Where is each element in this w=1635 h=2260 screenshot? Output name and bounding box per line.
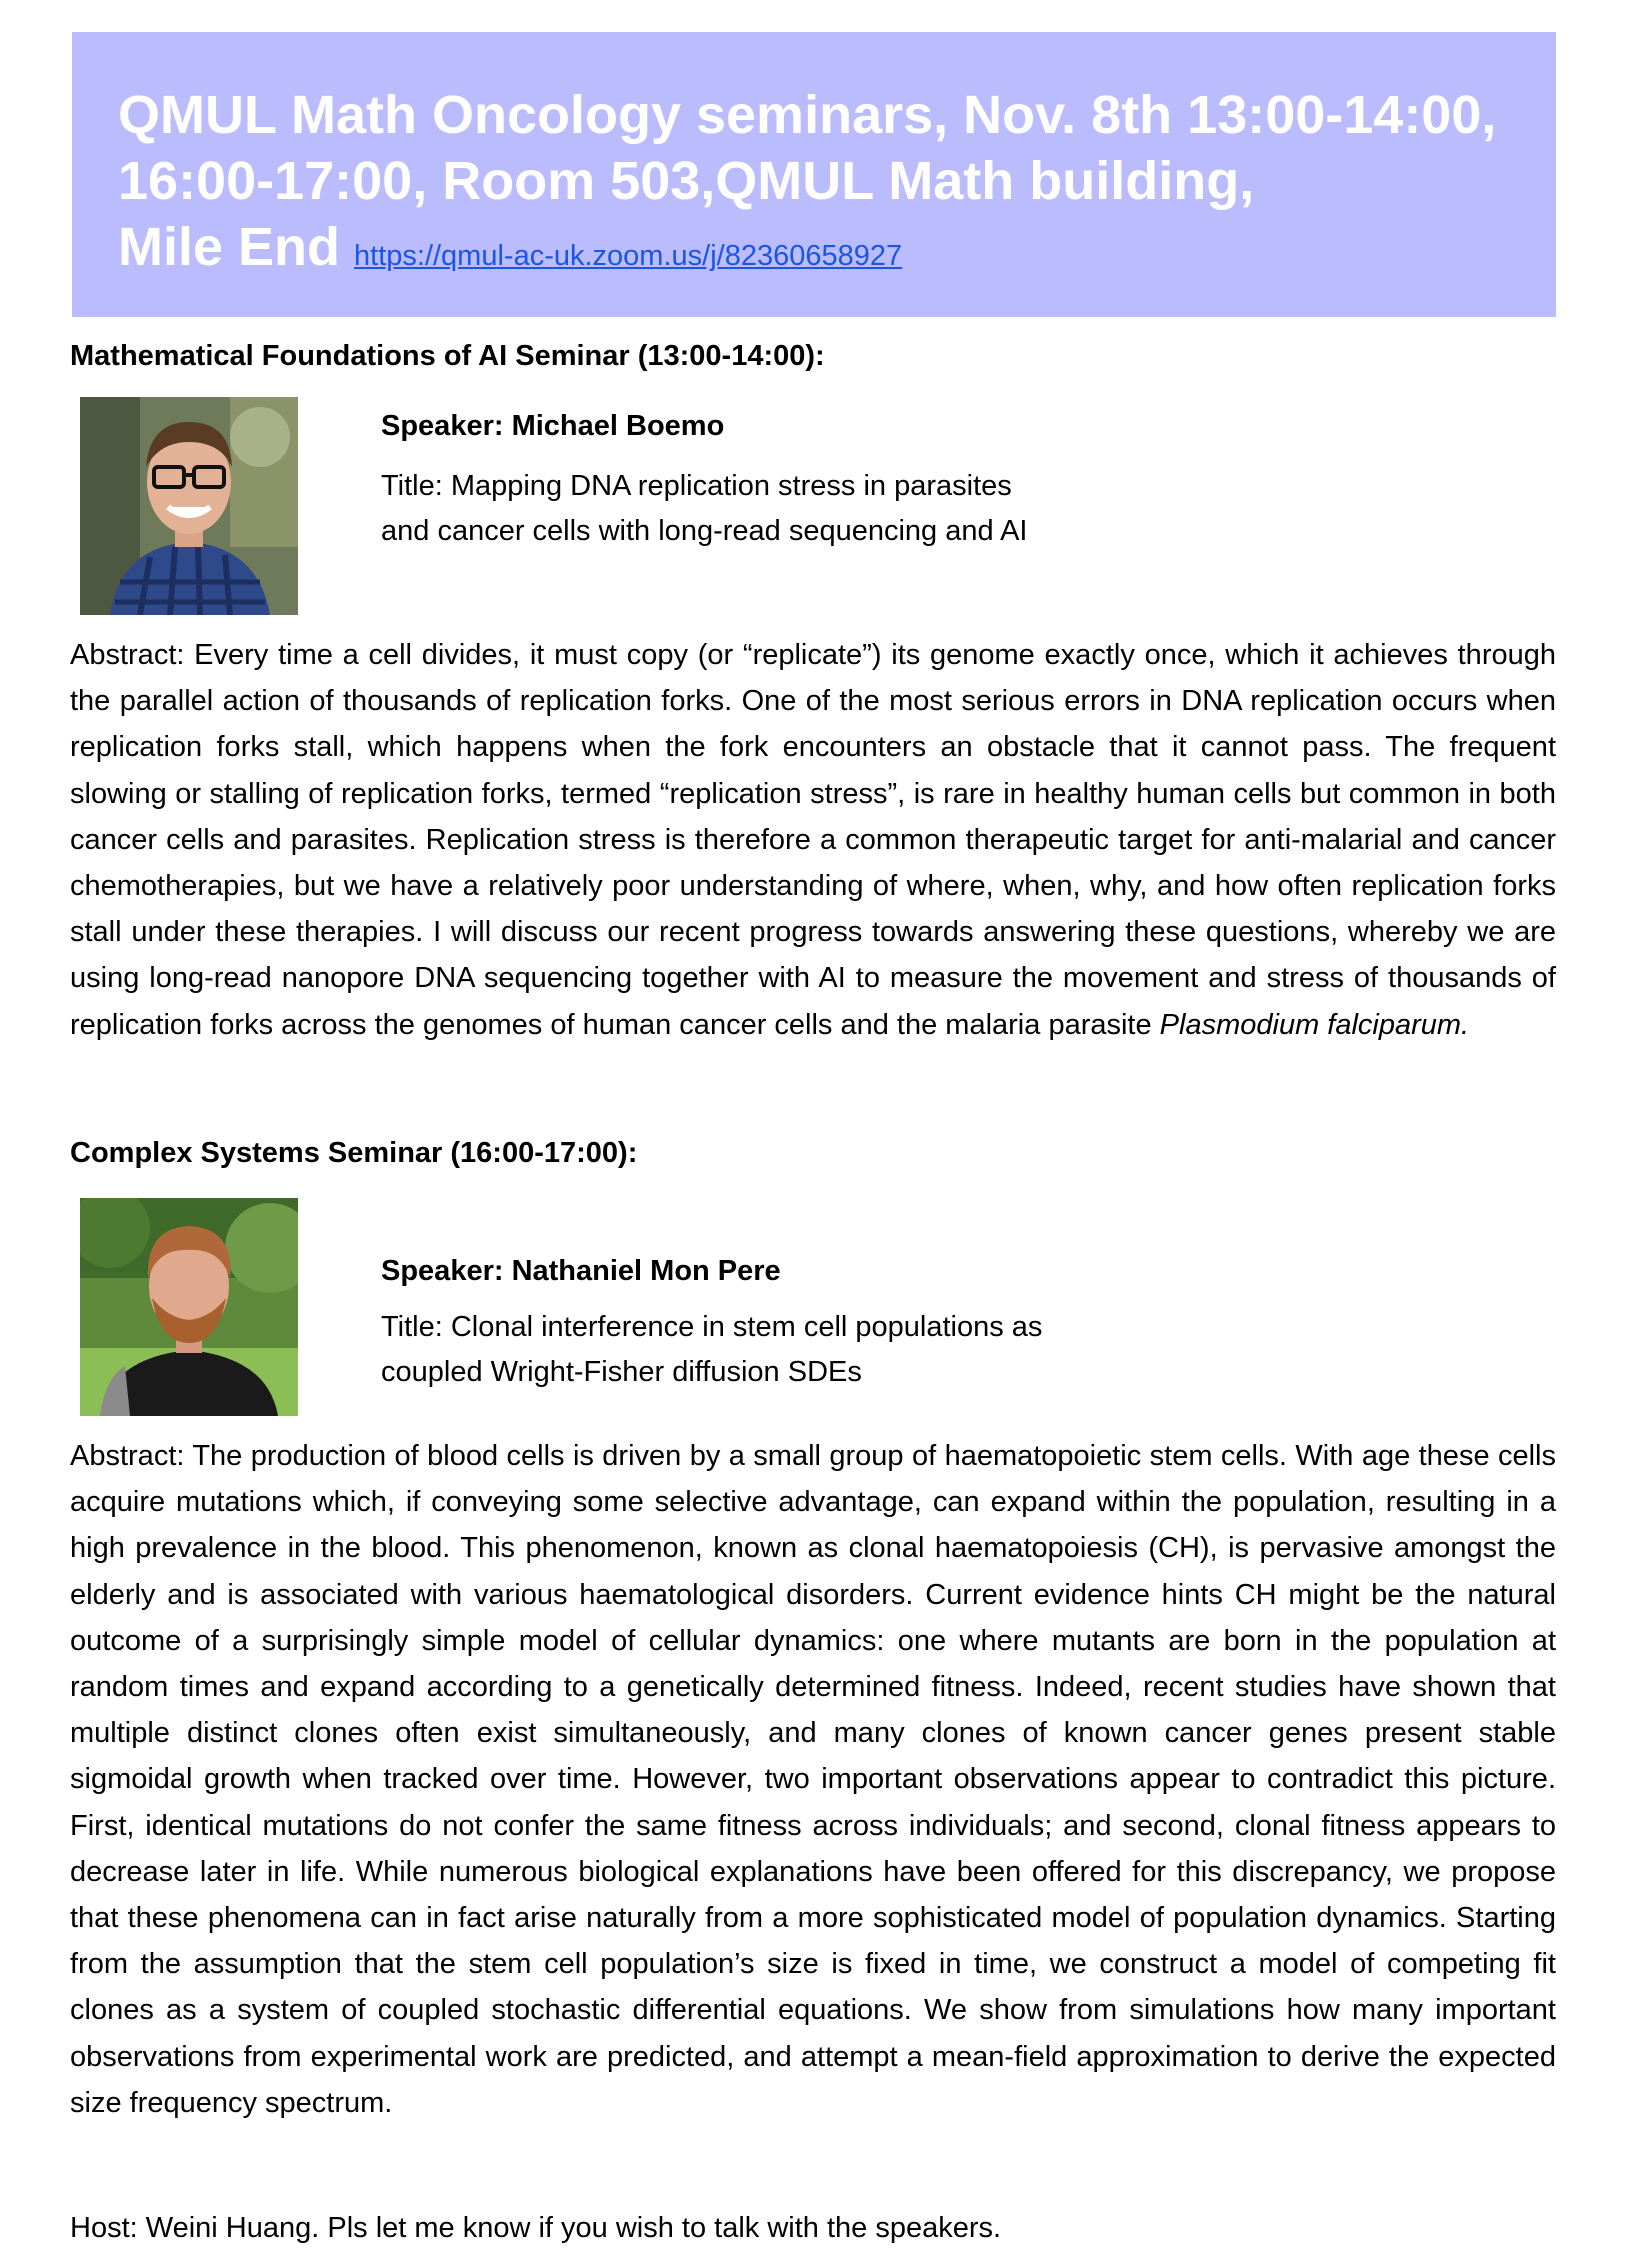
seminar2-title-line-2: coupled Wright-Fisher diffusion SDEs bbox=[381, 1356, 862, 1388]
header-title-line-3 bbox=[118, 214, 1516, 289]
header-banner bbox=[72, 32, 1556, 317]
header-location: Mile End bbox=[118, 217, 341, 277]
speaker1-photo bbox=[80, 397, 298, 615]
seminar1-title-line-1: Title: Mapping DNA replication stress in parasites bbox=[381, 470, 1012, 502]
seminar1-title bbox=[381, 464, 1141, 554]
seminar1-heading: Mathematical Foundations of AI Seminar (13:00-14:00): bbox=[70, 340, 825, 372]
host-note: Host: Weini Huang. Pls let me know if you wish to talk with the speakers. bbox=[70, 2212, 1002, 2244]
seminar2-title bbox=[381, 1305, 1141, 1395]
seminar1-abstract-text: Abstract: Every time a cell divides, it must copy (or “replicate”) its genome exactly once, which it achieves through the parallel action of thousands of replication forks. One of the most serious errors in DNA replication occurs when replication forks stall, which happens when the fork encounters an obstacle that it cannot pass. The frequent slowing or stalling of replication forks, termed “replication stress”, is rare in healthy human cells but common in both cancer cells and parasites. Replication stress is therefore a common therapeutic target for anti-malarial and cancer chemotherapies, but we have a relatively poor understanding of where, when, why, and how often replication forks stall under these therapies. I will discuss our recent progress towards answering these questions, whereby we are using long-read nanopore DNA sequencing together with AI to measure the movement and stress of thousands of replication forks across the genomes of human cancer cells and the malaria parasite bbox=[70, 639, 1556, 1041]
seminar1-speaker: Speaker: Michael Boemo bbox=[381, 410, 725, 442]
seminar2-heading: Complex Systems Seminar (16:00-17:00): bbox=[70, 1137, 638, 1169]
seminar1-title-line-2: and cancer cells with long-read sequencing and AI bbox=[381, 515, 1028, 547]
seminar1-abstract-species: Plasmodium falciparum. bbox=[1159, 1008, 1470, 1041]
seminar2-speaker: Speaker: Nathaniel Mon Pere bbox=[381, 1255, 781, 1287]
zoom-link[interactable]: https://qmul-ac-uk.zoom.us/j/82360658927 bbox=[354, 240, 903, 272]
header-title-line-1: QMUL Math Oncology seminars, Nov. 8th 13:00-14:00, bbox=[118, 85, 1497, 145]
seminar2-title-line-1: Title: Clonal interference in stem cell populations as bbox=[381, 1311, 1043, 1343]
seminar1-abstract bbox=[70, 632, 1556, 1048]
speaker2-photo bbox=[80, 1198, 298, 1416]
header-title-line-2: 16:00-17:00, Room 503,QMUL Math building, bbox=[118, 151, 1255, 211]
seminar2-abstract: Abstract: The production of blood cells is driven by a small group of haematopoietic stem cells. With age these cells acquire mutations which, if conveying some selective advantage, can expand within the population, resulting in a high prevalence in the blood. This phenomenon, known as clonal haematopoiesis (CH), is pervasive amongst the elderly and is associated with various haematological disorders. Current evidence hints CH might be the natural outcome of a surprisingly simple model of cellular dynamics: one where mutants are born in the population at random times and expand according to a genetically determined fitness. Indeed, recent studies have shown that multiple distinct clones often exist simultaneously, and many clones of known cancer genes present stable sigmoidal growth when tracked over time. However, two important observations appear to contradict this picture. First, identical mutations do not confer the same fitness across individuals; and second, clonal fitness appears to decrease later in life. While numerous biological explanations have been offered for this discrepancy, we propose that these phenomena can in fact arise naturally from a more sophisticated model of population dynamics. Starting from the assumption that the stem cell population’s size is fixed in time, we construct a model of competing fit clones as a system of coupled stochastic differential equations. We show from simulations how many important observations from experimental work are predicted, and attempt a mean-field approximation to derive the expected size frequency spectrum. bbox=[70, 1440, 1556, 2119]
